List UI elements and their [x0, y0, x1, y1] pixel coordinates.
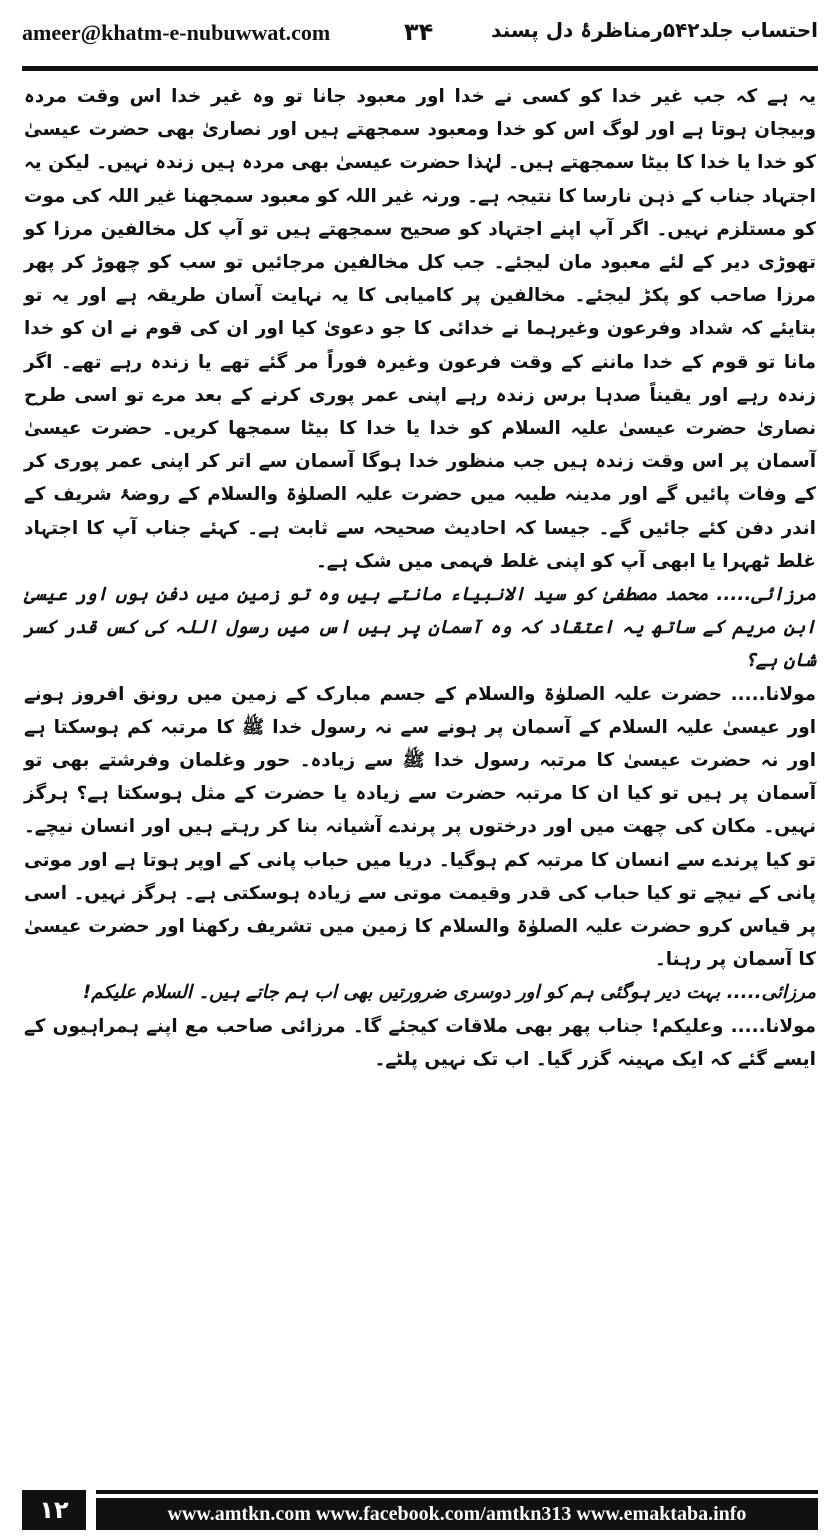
page-header [22, 12, 818, 62]
footer-rule [96, 1490, 818, 1494]
header-book-title: احتساب جلد۴۲؜۵رمناظرۂ دل پسند [491, 18, 818, 42]
paragraph-5: مولانا..... وعلیکم! جناب پھر بھی ملاقات کیجئے گا۔ مرزائی صاحب مع اپنے ہمراہیوں کے ایسے گئے کہ ایک مہینہ گزر گیا۔ اب تک نہیں پلٹے۔ [24, 1015, 816, 1070]
paragraph-4: مرزائی..... بہت دیر ہوگئی ہم کو اور دوسری ضرورتیں بھی اب ہم جاتے ہیں۔ السلام علیکم! [82, 982, 816, 1004]
page-footer [22, 1490, 818, 1530]
footer-links[interactable]: www.amtkn.com www.facebook.com/amtkn313 www.emaktaba.info [96, 1498, 818, 1530]
paragraph-1: یہ ہے کہ جب غیر خدا کو کسی نے خدا اور معبود جانا تو وہ غیر خدا اس وقت مردہ وبیجان ہوتا ہے اور لوگ اس کو خدا ومعبود سمجھتے ہیں اور نصاریٰ بھی حضرت عیسیٰ کو خدا یا خدا کا بیٹا سمجھتے ہیں۔ لہٰذا حضرت عیسیٰ بھی مردہ ہیں زندہ نہیں۔ لیکن یہ اجتہاد جناب کے ذہن نارسا کا نتیجہ ہے۔ ورنہ غیر اللہ کو معبود سمجھنا غیر اللہ کی موت کو مستلزم نہیں۔ اگر آپ اپنے اجتہاد کو صحیح سمجھتے ہیں تو آپ کل مخالفین مرزا کو تھوڑی دیر کے لئے معبود مان لیجئے۔ جب کل مخالفین مرجائیں تو سب کو چھوڑ کر پھر مرزا صاحب کو پکڑ لیجئے۔ مخالفین پر کامیابی کا یہ نہایت آسان طریقہ ہے اور یہ تو بتایئے کہ شداد وفرعون وغیرہما نے خدائی کا جو دعویٰ کیا اور ان کی قوم نے ان کو خدا مانا تو قوم کے خدا ماننے کے وقت فرعون وغیرہ فوراً مر گئے تھے یا زندہ رہے تھے۔ اگر زندہ رہے اور یقیناً صدہا برس زندہ رہے اپنی عمر پوری کرنے کے بعد مرے تو اسی طرح نصاریٰ حضرت عیسیٰ علیہ السلام کو خدا یا خدا کا بیٹا سمجھا کریں۔ حضرت عیسیٰ آسمان پر اس وقت زندہ ہیں جب منظور خدا ہوگا آسمان سے اتر کر اپنی عمر پوری کر کے وفات پائیں گے اور مدینہ طیبہ میں حضرت علیہ الصلوٰۃ والسلام کے روضۂ شریف کے اندر دفن کئے جائیں گے۔ جیسا کہ احادیث صحیحہ سے ثابت ہے۔ کہئے جناب آپ کا اجتہاد غلط ٹھہرا یا ابھی آپ کو اپنی غلط فہمی میں شک ہے۔ [24, 86, 816, 572]
paragraph-3: مولانا..... حضرت علیہ الصلوٰۃ والسلام کے جسم مبارک کے زمین میں رونق افروز ہونے اور عیسیٰ علیہ السلام کے آسمان پر ہونے سے نہ رسول خدا ﷺ کا مرتبہ کم ہوسکتا ہے اور نہ حضرت عیسیٰ کا مرتبہ رسول خدا ﷺ سے زیادہ۔ حور وغلمان وفرشتے بھی تو آسمان پر ہیں تو کیا ان کا مرتبہ حضرت سے زیادہ یا حضرت کے مثل ہوسکتا ہے؟ ہرگز نہیں۔ مکان کی چھت میں اور درختوں پر پرندے آشیانہ بنا کر رہتے ہیں اور انسان نیچے۔ تو کیا پرندے سے انسان کا مرتبہ کم ہوگیا۔ دریا میں حباب پانی کے اوپر ہوتا ہے اور موتی پانی کے نیچے تو کیا حباب کی قدر وقیمت موتی سے زیادہ ہوسکتی ہے۔ ہرگز نہیں۔ اسی پر قیاس کرو حضرت علیہ الصلوٰۃ والسلام کا زمین میں تشریف رکھنا اور حضرت عیسیٰ کا آسمان پر رہنا۔ [24, 683, 816, 971]
page-body [24, 80, 816, 1450]
paragraph-2: مرزائی..... محمد مصطفیٰ کو سید الانبیاء مانتے ہیں وہ تو زمین میں دفن ہوں اور عیسیٰ ابن مریم کے ساتھ یہ اعتقاد کہ وہ آسمان پر ہیں اس میں رسول اللہ کی کس قدر کسر شان ہے؟ [24, 584, 816, 672]
header-email[interactable]: ameer@khatm-e-nubuwwat.com [22, 20, 331, 45]
header-rule [22, 66, 818, 71]
header-page-number: ۳۴ [404, 18, 434, 46]
footer-folio: ۱۲ [22, 1490, 86, 1530]
